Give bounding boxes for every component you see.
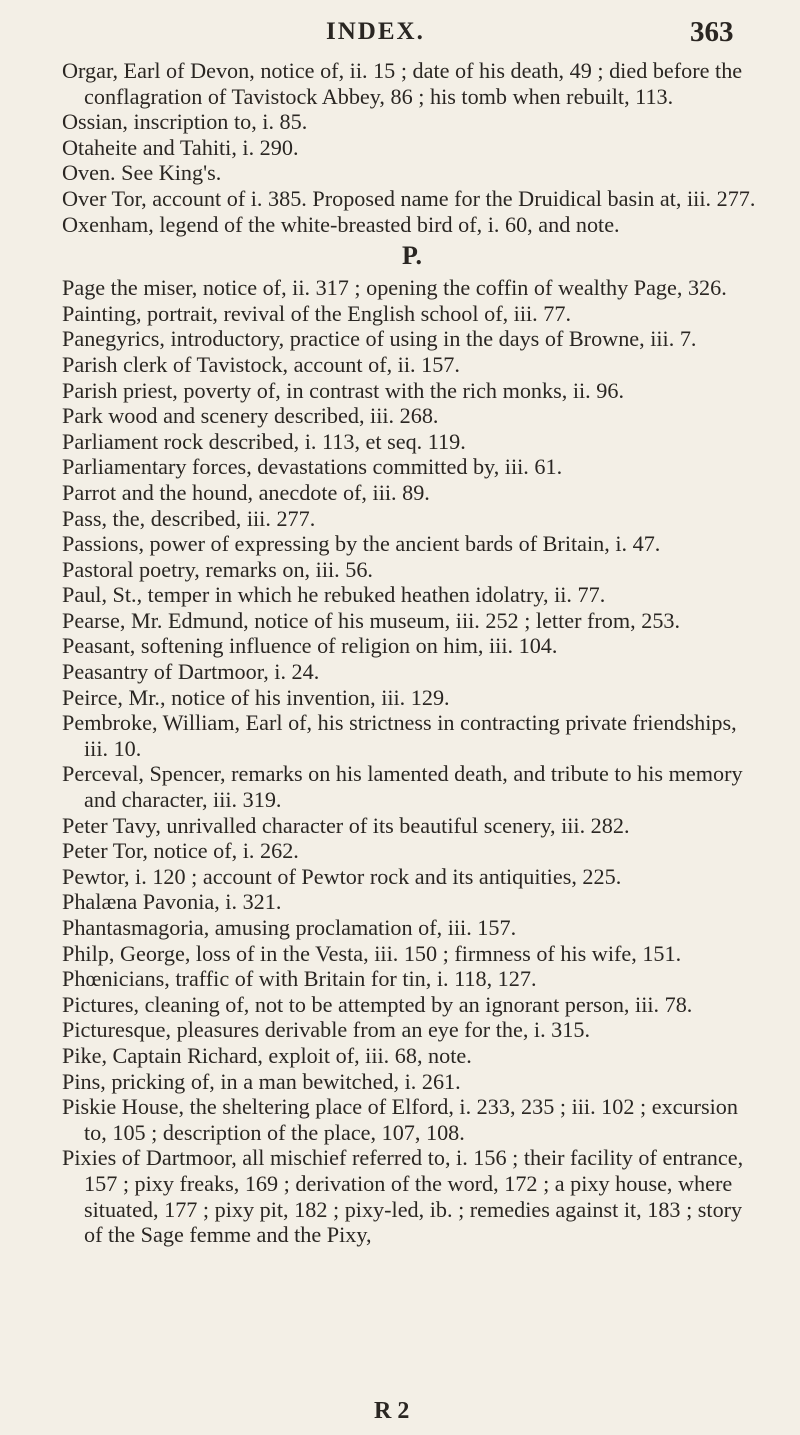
signature-mark: R 2 xyxy=(374,1398,410,1424)
index-entry: Peter Tor, notice of, i. 262. xyxy=(62,838,299,864)
index-entry: Painting, portrait, revival of the English school of, iii. 77. xyxy=(62,300,572,326)
index-entry: Phœnicians, traffic of with Britain for tin, i. 118, 127. xyxy=(62,966,537,992)
index-entry: Oxenham, legend of the white-breasted bird of, i. 60, and note. xyxy=(62,211,620,237)
index-entry: Paul, St., temper in which he rebuked heathen idolatry, ii. 77. xyxy=(62,582,606,608)
index-entry: Parliamentary forces, devastations committed by, iii. 61. xyxy=(62,454,563,480)
index-entry: Over Tor, account of i. 385. Proposed name for the Druidical basin at, iii. 277. xyxy=(62,185,756,211)
index-entries xyxy=(62,58,762,1248)
index-entry: Pembroke, William, Earl of, his strictness in contracting private friendships, iii. 10. xyxy=(62,710,737,761)
page-header xyxy=(0,12,800,52)
index-entry: Phalæna Pavonia, i. 321. xyxy=(62,889,282,915)
index-entry: Panegyrics, introductory, practice of using in the days of Browne, iii. 7. xyxy=(62,326,697,352)
index-entry: Ossian, inscription to, i. 85. xyxy=(62,109,308,135)
index-entry: Page the miser, notice of, ii. 317 ; opening the coffin of wealthy Page, 326. xyxy=(62,275,727,301)
index-entry: Peirce, Mr., notice of his invention, iii. 129. xyxy=(62,684,450,710)
index-entry: Picturesque, pleasures derivable from an eye for the, i. 315. xyxy=(62,1017,591,1043)
index-entry: Parish clerk of Tavistock, account of, ii. 157. xyxy=(62,351,460,377)
index-entry: Oven. See King's. xyxy=(62,160,222,186)
index-entry: Pewtor, i. 120 ; account of Pewtor rock and its antiquities, 225. xyxy=(62,863,622,889)
index-entry: Passions, power of expressing by the ancient bards of Britain, i. 47. xyxy=(62,531,661,557)
index-entry: Pearse, Mr. Edmund, notice of his museum, iii. 252 ; letter from, 253. xyxy=(62,607,681,633)
index-entry: Park wood and scenery described, iii. 268. xyxy=(62,403,439,429)
page-number: 363 xyxy=(690,16,734,48)
index-entry: Perceval, Spencer, remarks on his lamented death, and tribute to his memory and character, iii. 319. xyxy=(62,761,743,813)
section-letter: P. xyxy=(402,241,422,271)
index-entry: Pixies of Dartmoor, all mischief referred to, i. 156 ; their facility of entrance, 157 ; pixy freaks, 169 ; derivation of the word, 172 ; a pixy house, where situated, 177 ; pixy pit, 182 ; pixy-led, ib. ; remedies against it, 183 ; story of the Sage femme and the Pixy, xyxy=(62,1145,744,1248)
index-entry: Parliament rock described, i. 113, et seq. 119. xyxy=(62,428,466,454)
index-entry: Pins, pricking of, in a man bewitched, i. 261. xyxy=(62,1068,461,1094)
index-entry: Piskie House, the sheltering place of Elford, i. 233, 235 ; iii. 102 ; excursion to, 105 ; description of the place, 107, 108. xyxy=(62,1094,738,1145)
index-entry: Pass, the, described, iii. 277. xyxy=(62,505,316,531)
index-entry: Peter Tavy, unrivalled character of its beautiful scenery, iii. 282. xyxy=(62,812,630,838)
index-entry: Parrot and the hound, anecdote of, iii. 89. xyxy=(62,479,430,505)
index-entry: Peasantry of Dartmoor, i. 24. xyxy=(62,659,320,685)
index-entry: Peasant, softening influence of religion on him, iii. 104. xyxy=(62,633,558,659)
index-entry: Parish priest, poverty of, in contrast with the rich monks, ii. 96. xyxy=(62,377,625,403)
running-title: INDEX. xyxy=(326,18,425,45)
index-entry: Phantasmagoria, amusing proclamation of, iii. 157. xyxy=(62,915,517,940)
index-entry: Pastoral poetry, remarks on, iii. 56. xyxy=(62,556,373,582)
index-entry: Philp, George, loss of in the Vesta, iii. 150 ; firmness of his wife, 151. xyxy=(62,940,682,966)
index-entry: Otaheite and Tahiti, i. 290. xyxy=(62,134,299,160)
index-entry: Orgar, Earl of Devon, notice of, ii. 15 ; date of his death, 49 ; died before the conflagration of Tavistock Abbey, 86 ; his tomb when rebuilt, 113. xyxy=(62,58,743,109)
index-entry: Pike, Captain Richard, exploit of, iii. 68, note. xyxy=(62,1042,472,1068)
index-entry: Pictures, cleaning of, not to be attempted by an ignorant person, iii. 78. xyxy=(62,991,693,1017)
